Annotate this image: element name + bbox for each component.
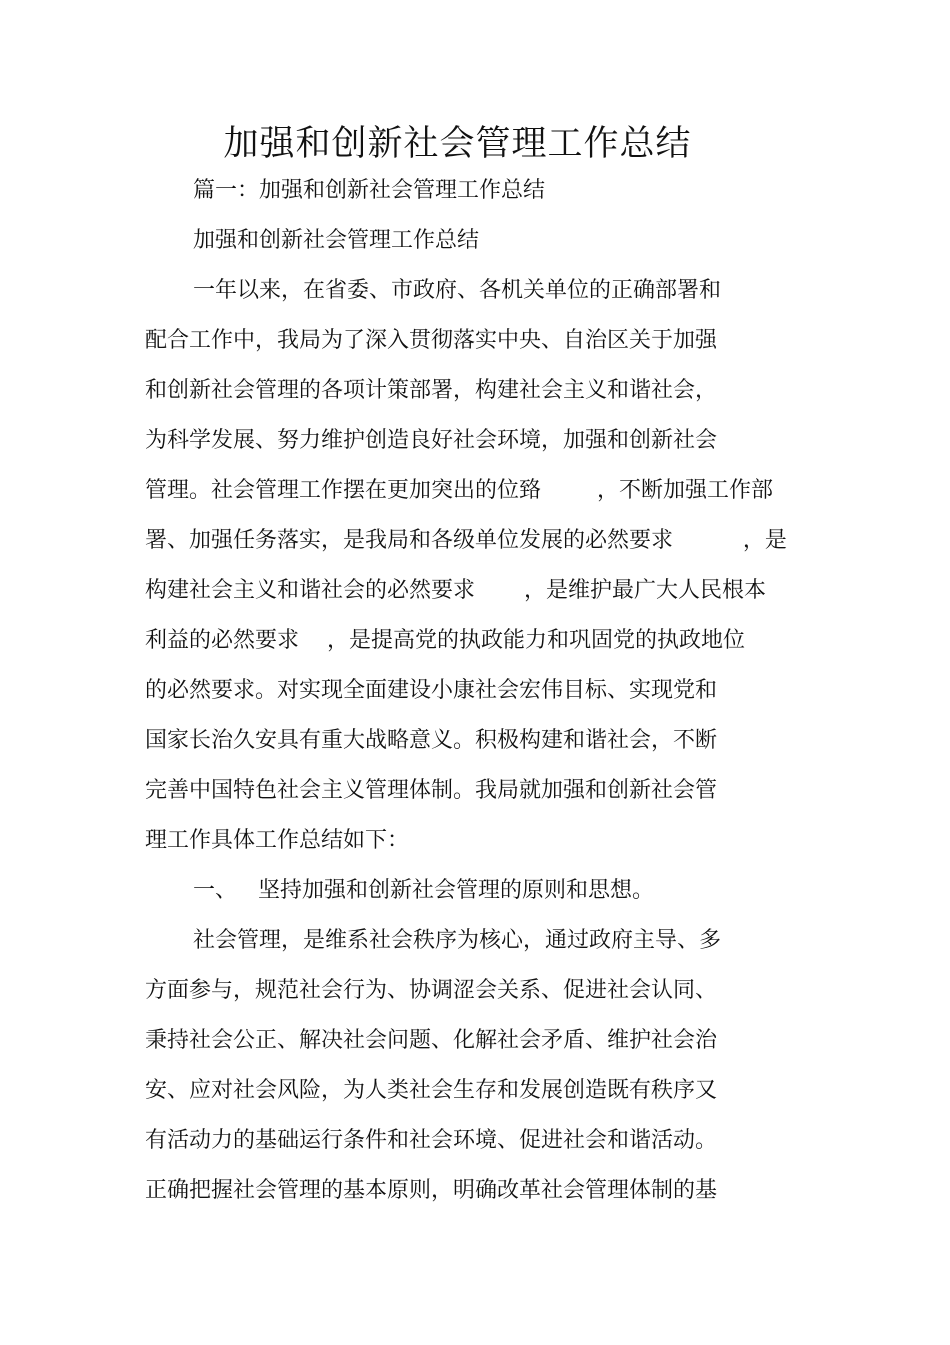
paragraph-line: 的必然要求。对实现全面建设小康社会宏伟目标、实现党和 (145, 678, 718, 703)
paragraph-line: 社会管理，是维系社会秩序为核心，通过政府主导、多 (193, 928, 722, 953)
paragraph-line: 一年以来，在省委、市政府、各机关单位的正确部署和 (193, 278, 722, 303)
chapter-heading: 篇一：加强和创新社会管理工作总结 (193, 178, 546, 203)
paragraph-line: 构建社会主义和谐社会的必然要求 ，是维护最广大人民根本 (145, 578, 766, 603)
section-title: 加强和创新社会管理工作总结 (193, 228, 480, 253)
paragraph-line: 完善中国特色社会主义管理体制。我局就加强和创新社会管 (145, 778, 718, 803)
paragraph-line: 管理。社会管理工作摆在更加突出的位臵 ，不断加强工作部 (145, 478, 773, 503)
document-title: 加强和创新社会管理工作总结 (223, 124, 692, 164)
paragraph-line: 和创新社会管理的各项计策部署，构建社会主义和谐社会， (145, 378, 718, 403)
paragraph-line: 国家长治久安具有重大战略意义。积极构建和谐社会，不断 (145, 728, 718, 753)
paragraph-line: 利益的必然要求 ，是提高党的执政能力和巩固党的执政地位 (145, 628, 745, 653)
paragraph-line: 方面参与，规范社会行为、协调涩会关系、促进社会认同、 (145, 978, 718, 1003)
paragraph-line: 有活动力的基础运行条件和社会环境、促进社会和谐活动。 (145, 1128, 718, 1153)
paragraph-line: 正确把握社会管理的基本原则，明确改革社会管理体制的基 (145, 1178, 718, 1203)
paragraph-line: 安、应对社会风险，为人类社会生存和发展创造既有秩序又 (145, 1078, 718, 1103)
paragraph-line: 为科学发展、努力维护创造良好社会环境，加强和创新社会 (145, 428, 718, 453)
paragraph-line: 署、加强任务落实，是我局和各级单位发展的必然要求 ，是 (145, 528, 787, 553)
paragraph-line: 配合工作中，我局为了深入贯彻落实中央、自治区关于加强 (145, 328, 718, 353)
numbered-heading: 一、 坚持加强和创新社会管理的原则和思想。 (193, 878, 654, 903)
paragraph-line: 理工作具体工作总结如下： (145, 828, 410, 853)
paragraph-line: 秉持社会公正、解决社会问题、化解社会矛盾、维护社会治 (145, 1028, 718, 1053)
